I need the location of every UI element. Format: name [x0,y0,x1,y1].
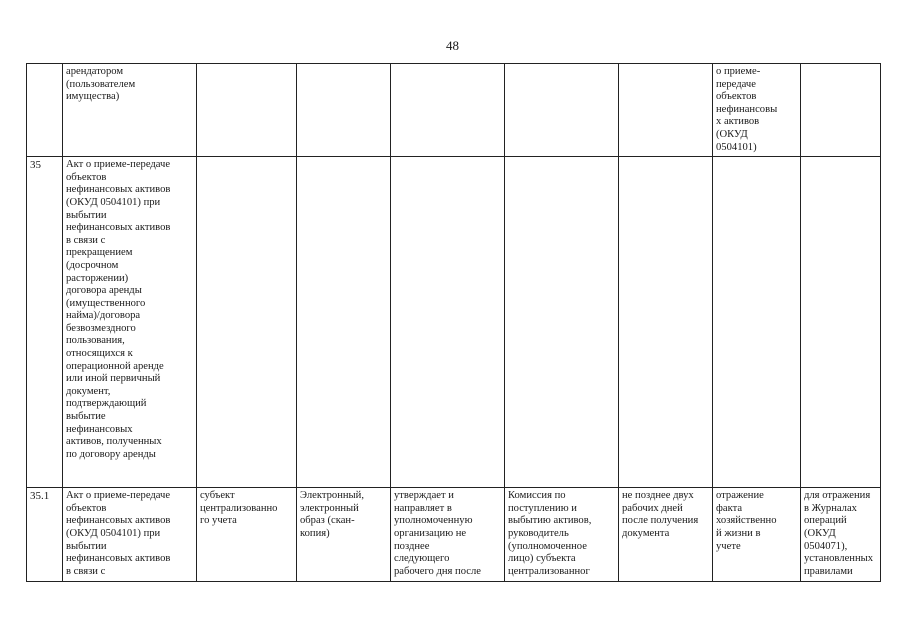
table-cell [801,64,881,157]
table-cell [391,157,505,488]
table-cell [197,64,297,157]
table-row [27,157,881,488]
table-cell [505,64,619,157]
signer-cell: Комиссия по поступлению и выбытию активов, руководитель (уполномоченное лицо) субъекта централизованног [505,488,619,582]
row-number-cell: 35.1 [27,488,63,582]
table-cell [505,157,619,488]
document-name-cell: Акт о приеме-передаче объектов нефинансовых активов (ОКУД 0504101) при выбытии нефинансовых активов в связи с [63,488,197,582]
action-cell: утверждает и направляет в уполномоченную организацию не позднее следующего рабочего дня после [391,488,505,582]
purpose-cell: отражение факта хозяйственно й жизни в учете [713,488,801,582]
table-cell [713,157,801,488]
row-number-cell [27,64,63,157]
journal-cell: для отражения в Журналах операций (ОКУД 0504071), установленных правилами [801,488,881,582]
table-cell [391,64,505,157]
document-format-cell: Электронный, электронный образ (скан- копия) [297,488,391,582]
document-name-cell: арендатором (пользователем имущества) [63,64,197,157]
table-cell [297,64,391,157]
table-cell [619,157,713,488]
document-name-cell: Акт о приеме-передаче объектов нефинансовых активов (ОКУД 0504101) при выбытии нефинансовых активов в связи с прекращением (досрочном расторжении) договора аренды (имущественного найма)/договора безвозмездного пользования, относящихся к операционной аренде или иной первичный документ, подтверждающий выбытие нефинансовых активов, полученных по договору аренды [63,157,197,488]
document-table [26,63,881,582]
deadline-cell: не позднее двух рабочих дней после получения документа [619,488,713,582]
responsible-subject-cell: субъект централизованно го учета [197,488,297,582]
table-row [27,488,881,582]
table-cell: o приеме- передаче объектов нефинансовы х активов (ОКУД 0504101) [713,64,801,157]
table-cell [801,157,881,488]
table-cell [619,64,713,157]
table-cell [197,157,297,488]
page-number: 48 [446,38,459,53]
table-row [27,64,881,157]
row-number-cell: 35 [27,157,63,488]
table-cell [297,157,391,488]
